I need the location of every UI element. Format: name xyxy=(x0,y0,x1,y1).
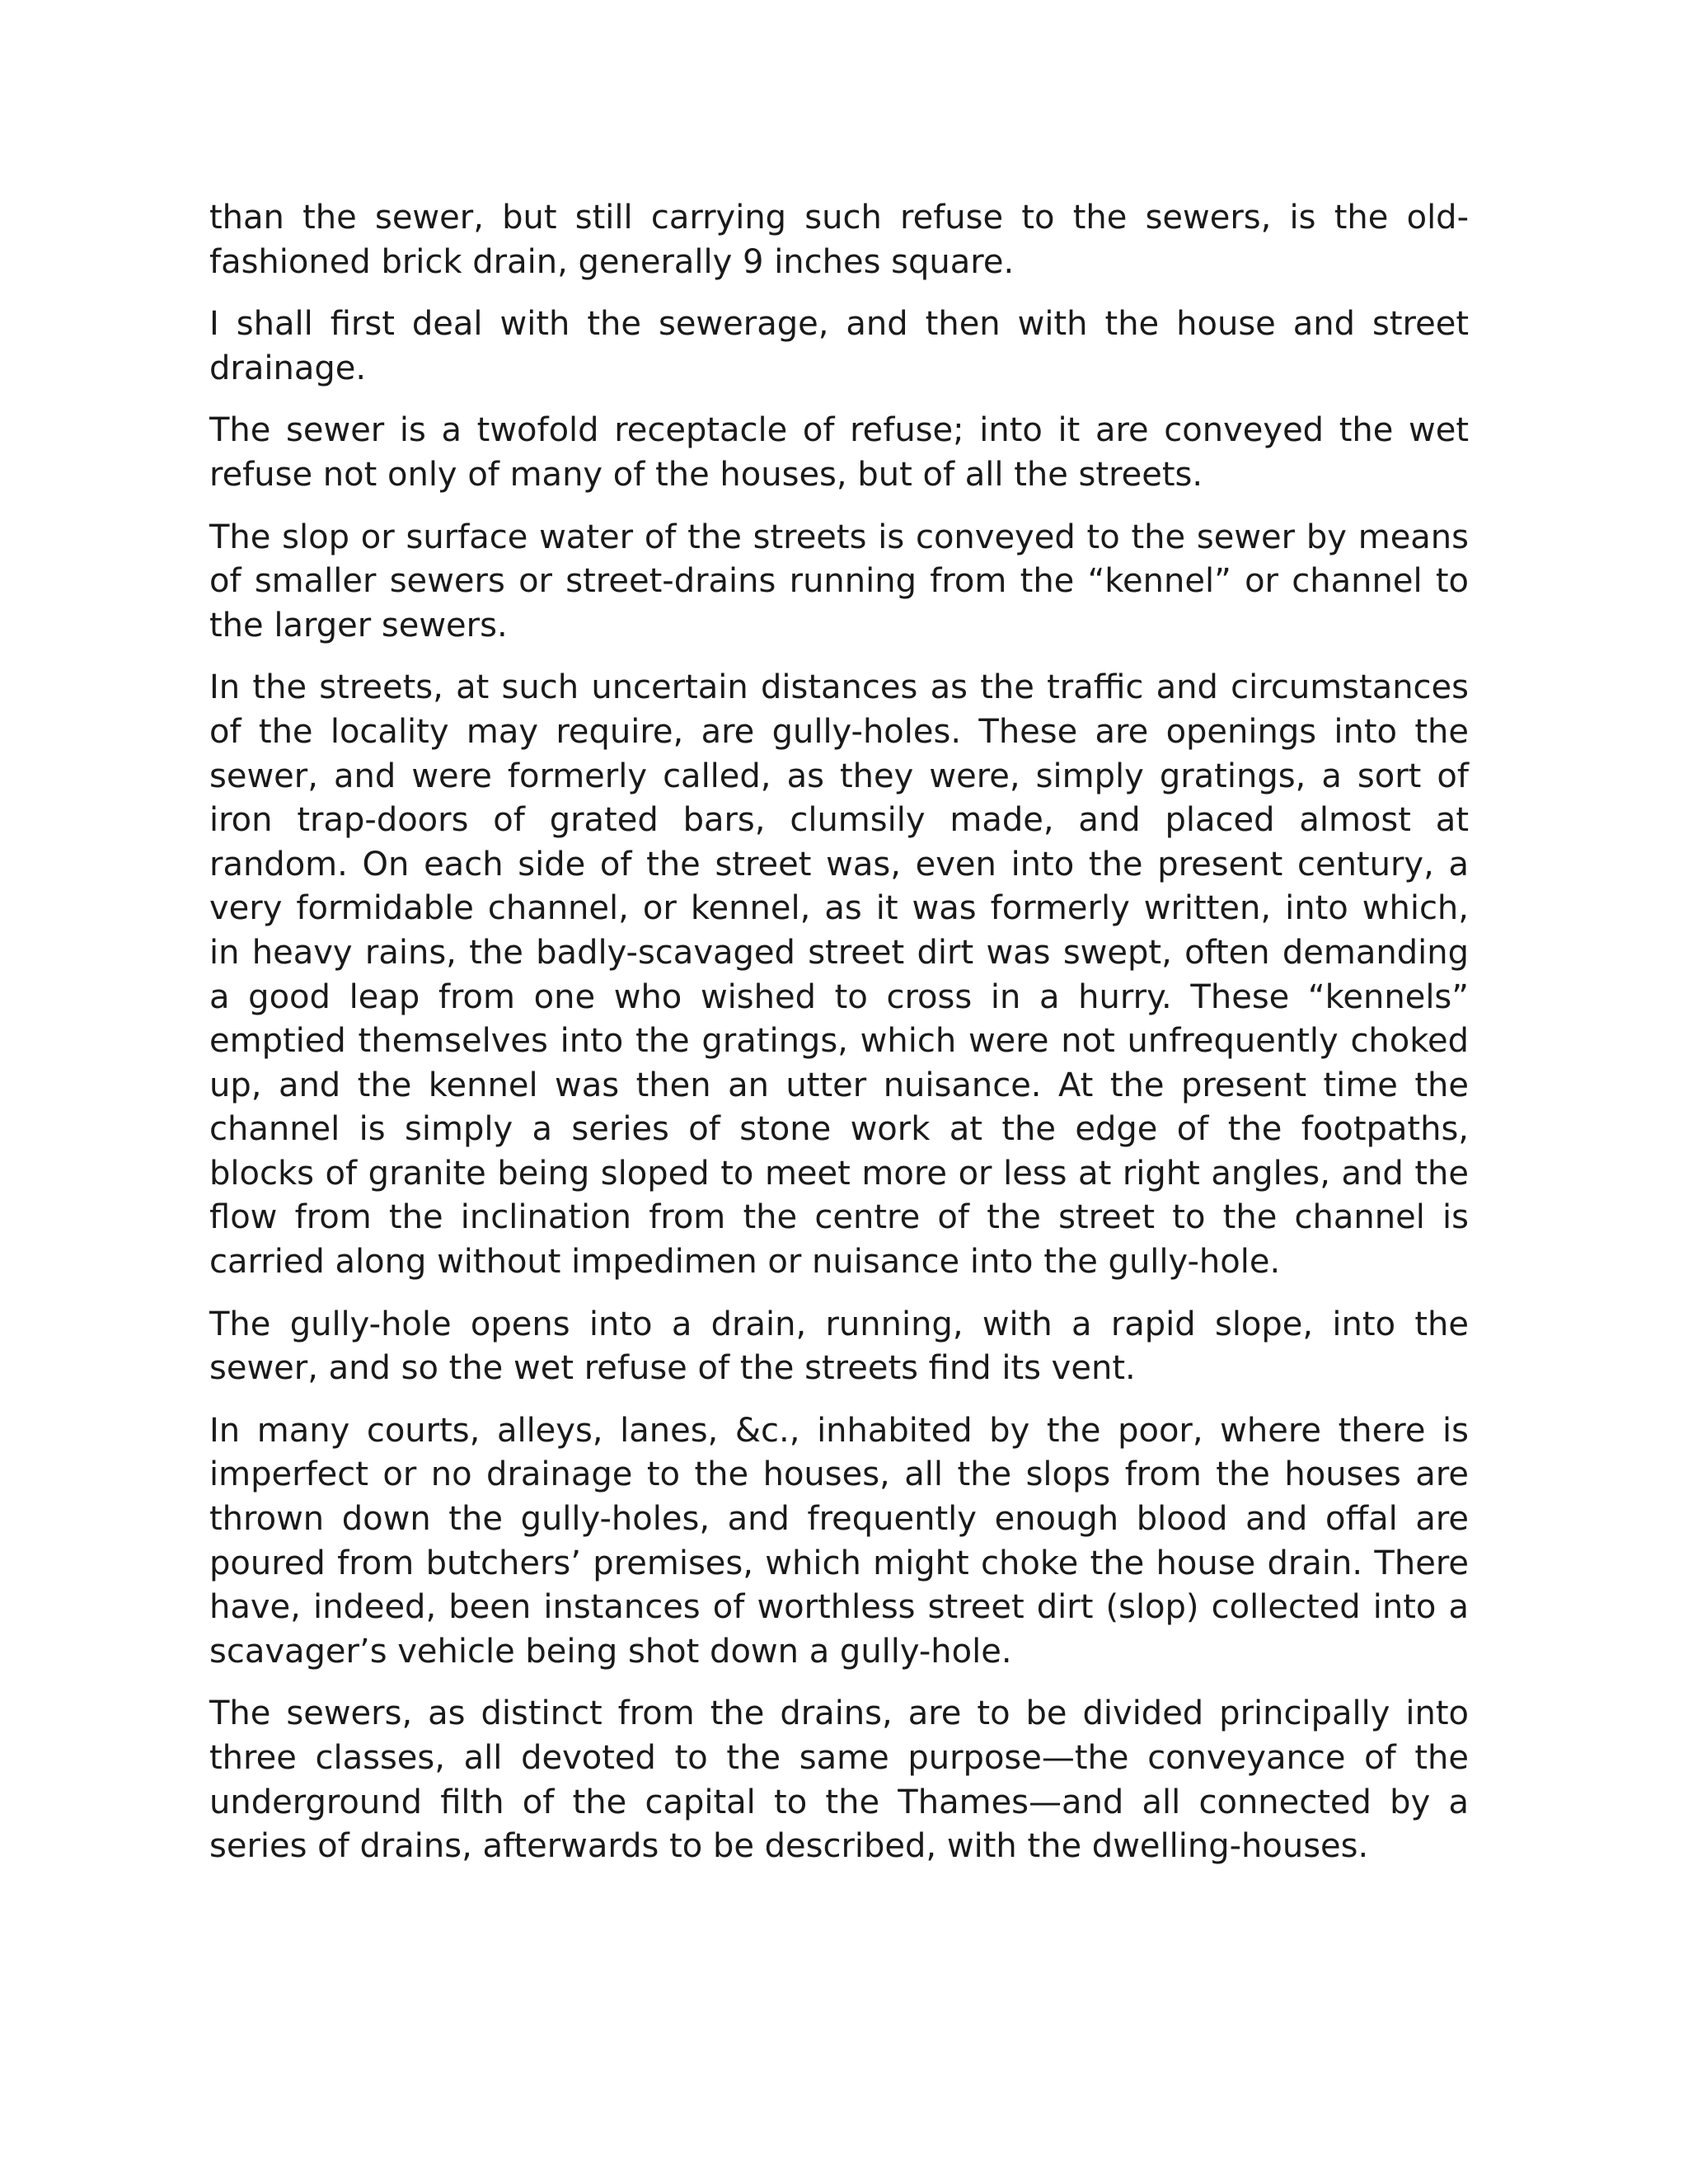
paragraph-7: In many courts, alleys, lanes, &c., inhabited by the poor, where there is imperfect or no drainage to the houses, all the slops from the houses are thrown down the gully-holes, and frequently enough blood and offal are poured from butchers’ premises, which might choke the house drain. There have, indeed, been instances of worthless street dirt (slop) collected into a scavager’s vehicle being shot down a gully-hole. xyxy=(209,1411,1469,1671)
paragraph-8: The sewers, as distinct from the drains, are to be divided principally into three classes, all devoted to the same purpose—the conveyance of the underground filth of the capital to the Thames—and all connected by a series of drains, afterwards to be described, with the dwelling-houses. xyxy=(209,1694,1469,1866)
paragraph-6: The gully-hole opens into a drain, running, with a rapid slope, into the sewer, and so the wet refuse of the streets find its vent. xyxy=(209,1305,1469,1388)
paragraph-3: The sewer is a twofold receptacle of refuse; into it are conveyed the wet refuse not only of many of the houses, but of all the streets. xyxy=(209,411,1469,494)
paragraph-2: I shall first deal with the sewerage, and then with the house and street drainage. xyxy=(209,305,1469,387)
paragraph-5: In the streets, at such uncertain distances as the traffic and circumstances of the locality may require, are gully-holes. These are openings into the sewer, and were formerly called, as they were, simply gratings, a sort of iron trap-doors of grated bars, clumsily made, and placed almost at random. On each side of the street was, even into the present century, a very formidable channel, or kennel, as it was formerly written, into which, in heavy rains, the badly-scavaged street dirt was swept, often demanding a good leap from one who wished to cross in a hurry. These “kennels” emptied themselves into the gratings, which were not unfrequently choked up, and the kennel was then an utter nuisance. At the present time the channel is simply a series of stone work at the edge of the footpaths, blocks of granite being sloped to meet more or less at right angles, and the flow from the inclination from the centre of the street to the channel is carried along without impedimen or nuisance into the gully-hole. xyxy=(209,668,1469,1282)
document-body xyxy=(209,196,1469,1887)
paragraph-4: The slop or surface water of the streets is conveyed to the sewer by means of smaller sewers or street-drains running from the “kennel” or channel to the larger sewers. xyxy=(209,518,1469,644)
paragraph-1: than the sewer, but still carrying such refuse to the sewers, is the old-fashioned brick drain, generally 9 inches square. xyxy=(209,199,1469,281)
